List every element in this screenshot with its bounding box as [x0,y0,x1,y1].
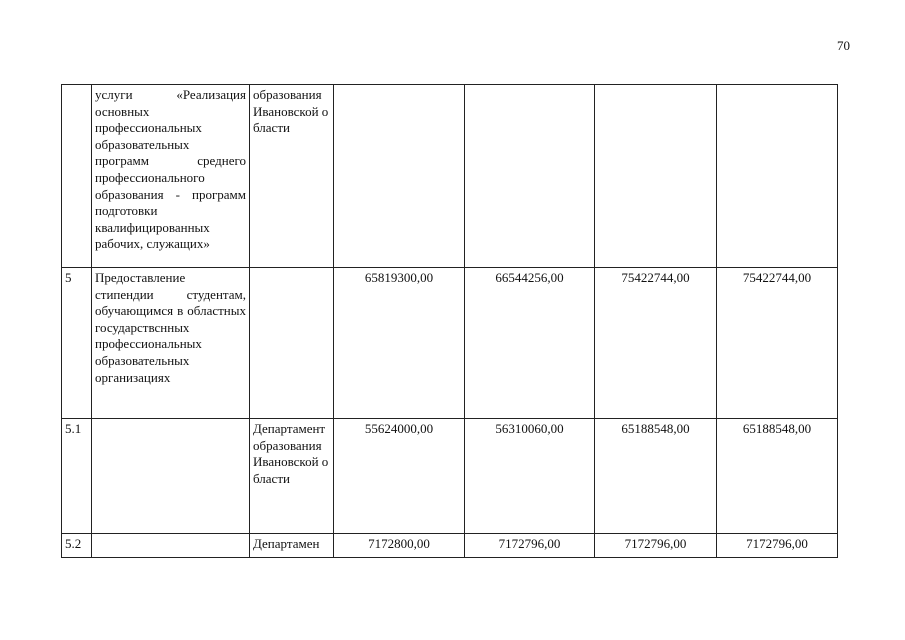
amount-col-4 [717,85,838,268]
measure-name [92,534,250,558]
amount-col-3: 65188548,00 [595,419,717,534]
executor: Департамен [250,534,334,558]
row-number: 5.1 [62,419,92,534]
amount-col-4: 7172796,00 [717,534,838,558]
measure-name [92,419,250,534]
executor: образования Ивановской области [250,85,334,268]
amount-col-3: 75422744,00 [595,268,717,419]
table-row [62,419,838,534]
amount-col-2: 56310060,00 [465,419,595,534]
table-row [62,268,838,419]
row-number [62,85,92,268]
amount-col-1 [334,85,465,268]
amount-col-4: 65188548,00 [717,419,838,534]
page-number: 70 [837,38,850,53]
amount-col-1: 55624000,00 [334,419,465,534]
table-row [62,534,838,558]
row-number: 5.2 [62,534,92,558]
amount-col-2: 7172796,00 [465,534,595,558]
amount-col-4: 75422744,00 [717,268,838,419]
measure-name: Предоставление стипендии студентам, обучающимся в областных государствснных профессиональных образовательных организациях [92,268,250,419]
amount-col-1: 7172800,00 [334,534,465,558]
amount-col-3: 7172796,00 [595,534,717,558]
amount-col-3 [595,85,717,268]
amount-col-2: 66544256,00 [465,268,595,419]
measure-name: услуги «Реализация основных профессиональных образовательных программ среднего профессионального образования - программ подготовки квалифицированных рабочих, служащих» [92,85,250,268]
table-row [62,85,838,268]
executor: Департамент образования Ивановской области [250,419,334,534]
executor [250,268,334,419]
budget-table [61,84,838,558]
amount-col-1: 65819300,00 [334,268,465,419]
amount-col-2 [465,85,595,268]
row-number: 5 [62,268,92,419]
